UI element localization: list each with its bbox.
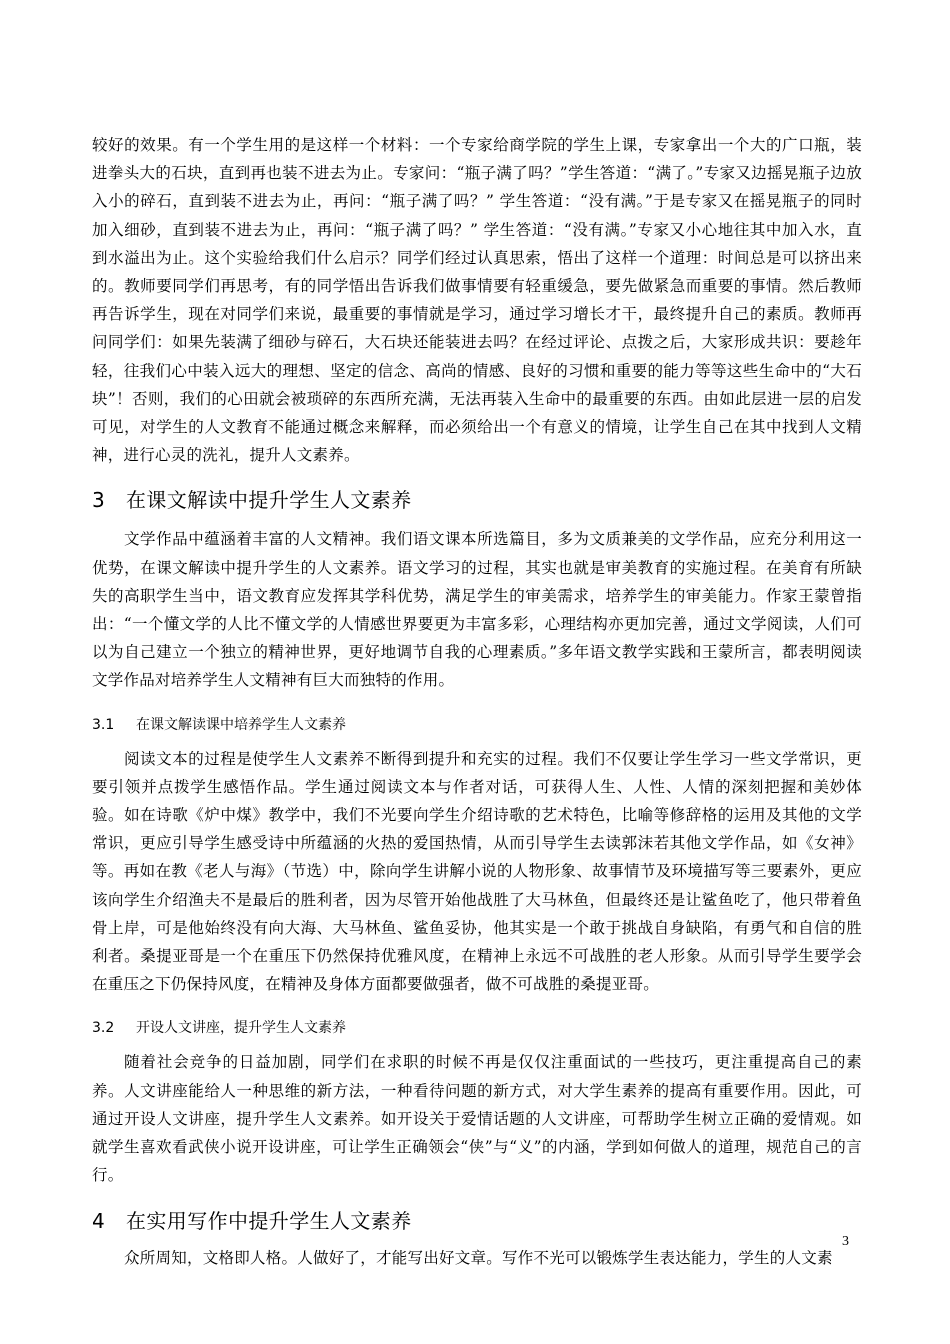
subsection-number: 3.1 bbox=[92, 716, 115, 733]
paragraph-writing: 众所周知，文格即人格。人做好了，才能写出好文章。写作不光可以锻炼学生表达能力，学生的人文素 bbox=[124, 1248, 833, 1267]
subsection-number: 3.2 bbox=[92, 1020, 115, 1037]
subsection-title: 开设人文讲座，提升学生人文素养 bbox=[136, 1020, 346, 1037]
paragraph-reading: 阅读文本的过程是使学生人文素养不断得到提升和充实的过程。我们不仅要让学生学习一些文学常识，更要引领并点拨学生感悟作品。学生通过阅读文本与作者对话，可获得人生、人性、人情的深刻把握和美妙体验。如在诗歌《炉中煤》教学中，我们不光要向学生介绍诗歌的艺术特色，比喻等修辞格的运用及其他的文学常识，更应引导学生感受诗中所蕴涵的火热的爱国热情，从而引导学生去读郭沫若其他文学作品，如《女神》等。再如在教《老人与海》（节选）中，除向学生讲解小说的人物形象、故事情节及环境描写等三要素外，更应该向学生介绍渔夫不是最后的胜利者，因为尽管开始他战胜了大马林鱼，但最终还是让鲨鱼吃了，他只带着鱼骨上岸，可是他始终没有向大海、大马林鱼、鲨鱼妥协，他其实是一个敢于挑战自身缺陷，有勇气和自信的胜利者。桑提亚哥是一个在重压下仍然保持优雅风度，在精神上永远不可战胜的老人形象。从而引导学生要学会在重压之下仍保持风度，在精神及身体方面都要做强者，做不可战胜的桑提亚哥。 bbox=[92, 749, 862, 994]
section-number: 4 bbox=[92, 1208, 106, 1233]
paragraph-literature: 文学作品中蕴涵着丰富的人文精神。我们语文课本所选篇目，多为文质兼美的文学作品，应充分利用这一优势，在课文解读中提升学生的人文素养。语文学习的过程，其实也就是审美教育的实施过程。在美育有所缺失的高职学生当中，语文教育应发挥其学科优势，满足学生的审美需求，培养学生的审美能力。作家王蒙曾指出：“一个懂文学的人比不懂文学的人情感世界要更为丰富多彩，心理结构亦更加完善，通过文学阅读，人们可以为自己建立一个独立的精神世界，更好地调节自我的心理素质。”多年语文教学实践和王蒙所言，都表明阅读文学作品对培养学生人文精神有巨大而独特的作用。 bbox=[92, 530, 862, 690]
section-heading-3 bbox=[92, 485, 862, 515]
subsection-heading-3-1 bbox=[92, 713, 862, 737]
subsection-heading-3-2 bbox=[92, 1016, 862, 1040]
paragraph-experiment: 较好的效果。有一个学生用的是这样一个材料：一个专家给商学院的学生上课，专家拿出一个大的广口瓶，装进拳头大的石块，直到再也装不进去为止。专家问：“瓶子满了吗？”学生答道：“满了。”专家又边摇晃瓶子边放入小的碎石，直到装不进去为止，再问：“瓶子满了吗？” 学生答道：“没有满。”于是专家又在摇晃瓶子的同时加入细砂，直到装不进去为止，再问：“瓶子满了吗？” 学生答道：“没有满。”专家又小心地往其中加入水，直到水溢出为止。这个实验给我们什么启示？同学们经过认真思索，悟出了这样一个道理：时间总是可以挤出来的。教师要同学们再思考，有的同学悟出告诉我们做事情要有轻重缓急，要先做紧急而重要的事情。然后教师再告诉学生，现在对同学们来说，最重要的事情就是学习，通过学习增长才干，最终提升自己的素质。教师再问同学们：如果先装满了细砂与碎石，大石块还能装进去吗？在经过评论、点拨之后，大家形成共识：要趁年轻，往我们心中装入远大的理想、坚定的信念、高尚的情感、良好的习惯和重要的能力等等这些生命中的“大石块”！否则，我们的心田就会被琐碎的东西所充满，无法再装入生命中的最重要的东西。由如此层进一层的启发可见，对学生的人文教育不能通过概念来解释，而必须给出一个有意义的情境，让学生自己在其中找到人文精神，进行心灵的洗礼，提升人文素养。 bbox=[92, 136, 862, 465]
paragraph-lectures: 随着社会竞争的日益加剧，同学们在求职的时候不再是仅仅注重面试的一些技巧，更注重提高自己的素养。人文讲座能给人一种思维的新方法，一种看待问题的新方式，对大学生素养的提高有重要作用。因此，可通过开设人文讲座，提升学生人文素养。如开设关于爱情话题的人文讲座，可帮助学生树立正确的爱情观。如就学生喜欢看武侠小说开设讲座，可让学生正确领会“侠”与“义”的内涵，学到如何做人的道理，规范自己的言行。 bbox=[92, 1053, 862, 1185]
section-heading-4 bbox=[92, 1206, 862, 1236]
section-title: 在实用写作中提升学生人文素养 bbox=[126, 1208, 412, 1233]
section-number: 3 bbox=[92, 488, 106, 513]
page-content bbox=[92, 131, 862, 1272]
page-number: 3 bbox=[842, 1234, 849, 1249]
subsection-title: 在课文解读课中培养学生人文素养 bbox=[136, 716, 346, 733]
section-title: 在课文解读中提升学生人文素养 bbox=[126, 488, 412, 513]
